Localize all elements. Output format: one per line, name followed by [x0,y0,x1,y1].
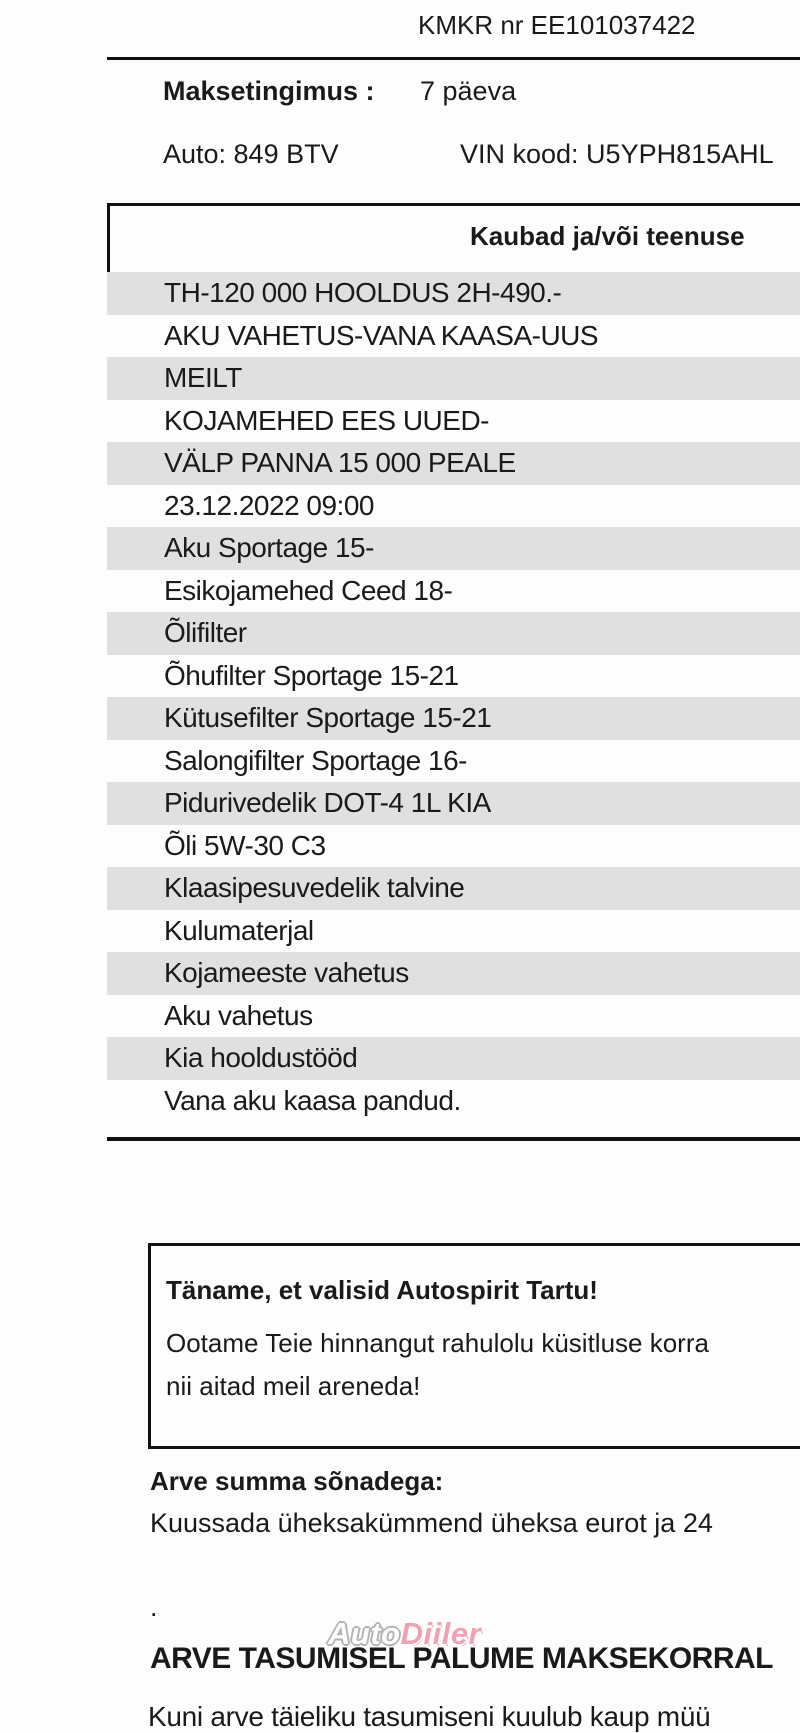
table-row [107,697,800,740]
table-row-text: Kojameeste vahetus [164,957,409,989]
payment-notice: ARVE TASUMISEL PALUME MAKSEKORRAL [150,1642,773,1675]
table-row-text: 23.12.2022 09:00 [164,489,374,521]
payment-term-value: 7 päeva [420,76,517,106]
table-row-text: VÄLP PANNA 15 000 PEALE [164,447,516,479]
table-row-text: Õhufilter Sportage 15-21 [164,659,459,691]
table-row [107,357,800,400]
table-row [107,995,800,1038]
table-row [107,655,800,698]
thanks-box [148,1243,800,1449]
table-row [107,952,800,995]
table-row-text: Kia hooldustööd [164,1042,358,1074]
table-row-text: Esikojamehed Ceed 18- [164,574,453,606]
ownership-clause: Kuni arve täieliku tasumiseni kuulub kaup müü [148,1701,711,1732]
table-row [107,315,800,358]
table-row-text: KOJAMEHED EES UUED- [164,404,489,436]
table-row [107,740,800,783]
top-divider [107,57,800,60]
table-row-text: MEILT [164,362,242,394]
dot-line: . [150,1592,158,1622]
table-row-text: Vana aku kaasa pandud. [164,1084,461,1116]
kmkr-number: KMKR nr EE101037422 [418,10,696,40]
table-row-text: Klaasipesuvedelik talvine [164,872,465,904]
thanks-line-2: nii aitad meil areneda! [166,1371,421,1401]
table-row [107,612,800,655]
watermark-diiler: Diiler [400,1616,482,1651]
table-row [107,485,800,528]
table-row [107,400,800,443]
thanks-line-1: Ootame Teie hinnangut rahulolu küsitluse korra [166,1328,709,1358]
table-row [107,910,800,953]
thanks-title: Täname, et valisid Autospirit Tartu! [166,1275,598,1305]
table-row-text: Kulumaterjal [164,914,314,946]
table-row-text: Pidurivedelik DOT-4 1L KIA [164,787,491,819]
table-row [107,272,800,315]
table-row [107,527,800,570]
items-table-header: Kaubad ja/või teenuse [470,221,745,251]
table-row [107,570,800,613]
vehicle-plate: Auto: 849 BTV [163,139,339,169]
table-row-text: Aku Sportage 15- [164,532,374,564]
table-row [107,1080,800,1123]
table-row-text: AKU VAHETUS-VANA KAASA-UUS [164,319,599,351]
vin-code: VIN kood: U5YPH815AHL [460,139,774,169]
table-row [107,782,800,825]
table-bottom-divider [107,1137,800,1141]
table-row-text: TH-120 000 HOOLDUS 2H-490.- [164,277,562,309]
table-row [107,867,800,910]
table-row-text: Salongifilter Sportage 16- [164,744,467,776]
table-row [107,825,800,868]
amount-in-words-label: Arve summa sõnadega: [150,1466,444,1496]
items-rows [107,272,800,1122]
table-row-text: Õlifilter [164,617,247,649]
table-row-text: Kütusefilter Sportage 15-21 [164,702,492,734]
amount-in-words: Kuussada üheksakümmend üheksa eurot ja 24 [150,1508,713,1538]
table-row [107,442,800,485]
watermark-auto: Auto [328,1616,401,1651]
table-row-text: Aku vahetus [164,999,313,1031]
payment-term-label: Maksetingimus : [163,76,375,106]
table-row [107,1037,800,1080]
table-row-text: Õli 5W-30 C3 [164,829,326,861]
